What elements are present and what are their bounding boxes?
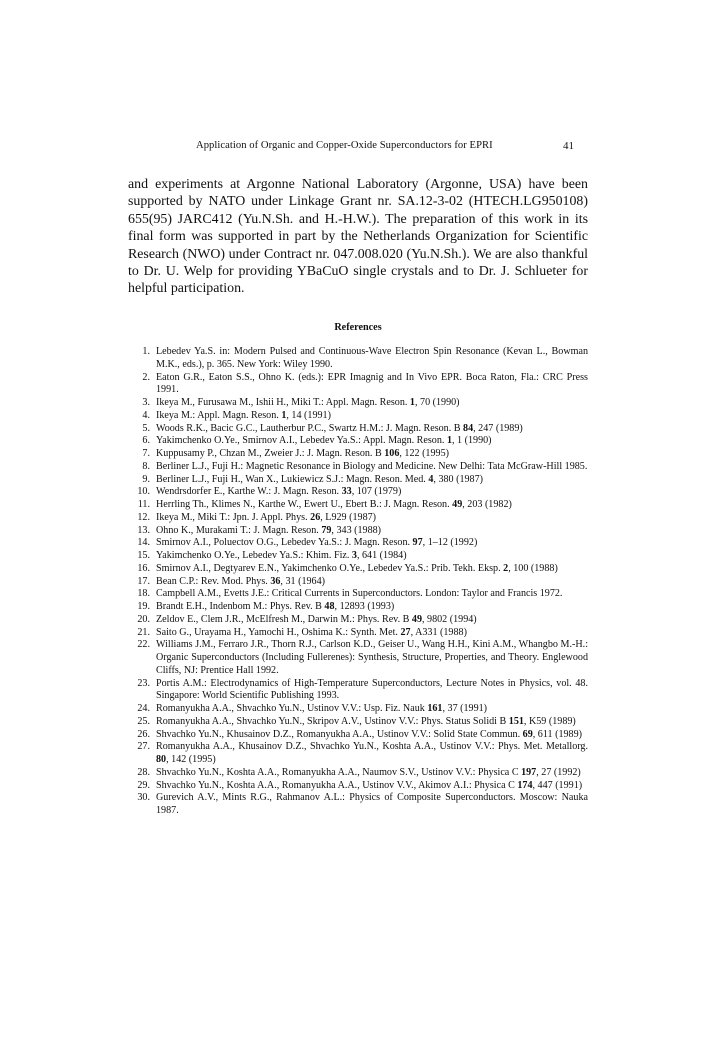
reference-pages-year: , K59 (1989) <box>523 715 576 727</box>
reference-citation: Brandt E.H., Indenbom M.: Phys. Rev. B <box>156 601 325 612</box>
reference-volume: 27 <box>400 626 411 638</box>
reference-citation: Shvachko Yu.N., Khusainov D.Z., Romanyukha A.A., Ustinov V.V.: Solid State Commun. <box>156 728 523 740</box>
reference-pages-year: , 447 (1991) <box>532 779 583 791</box>
reference-text <box>156 639 588 677</box>
reference-item <box>128 550 588 563</box>
reference-text <box>156 729 588 742</box>
reference-item <box>128 703 588 716</box>
reference-number: 15. <box>137 550 150 561</box>
reference-citation: Eaton G.R., Eaton S.S., Ohno K. (eds.): EPR Imagnig and In Vivo EPR. Boca Raton, Fla.: CRC Press 1991. <box>156 371 588 396</box>
reference-citation: Shvachko Yu.N., Koshta A.A., Romanyukha A.A., Naumov S.V., Ustinov V.V.: Physica C <box>156 766 522 778</box>
reference-number: 22. <box>137 639 150 651</box>
reference-citation: Zeldov E., Clem J.R., McElfresh M., Darwin M.: Phys. Rev. B <box>156 613 412 625</box>
reference-text <box>156 461 588 474</box>
reference-item <box>128 346 588 372</box>
reference-item <box>128 678 588 704</box>
reference-item <box>128 410 588 423</box>
reference-pages-year: , 100 (1988) <box>508 562 558 574</box>
reference-volume: 174 <box>517 779 533 791</box>
reference-item <box>128 525 588 538</box>
reference-citation: Ikeya M., Miki T.: Jpn. J. Appl. Phys. <box>156 511 311 523</box>
reference-pages-year: , 380 (1987) <box>433 473 484 485</box>
reference-number: 9. <box>142 473 150 485</box>
reference-number: 19. <box>137 601 150 612</box>
reference-text <box>156 588 588 601</box>
reference-number: 20. <box>137 613 150 625</box>
reference-item <box>128 780 588 793</box>
reference-number: 6. <box>142 435 150 447</box>
reference-text <box>156 703 588 716</box>
reference-citation: Yakimchenko O.Ye., Smirnov A.I., Lebedev Ya.S.: Appl. Magn. Reson. <box>156 435 447 447</box>
reference-citation: Lebedev Ya.S. in: Modern Pulsed and Continuous-Wave Electron Spin Resonance (Kevan L., Bowman M.K., eds.), p. 365. New York: Wiley 1990. <box>156 346 588 370</box>
reference-list <box>128 346 588 818</box>
reference-text <box>156 678 588 704</box>
reference-pages-year: , 122 (1995) <box>399 448 449 459</box>
body-text <box>128 176 588 298</box>
reference-item <box>128 792 588 818</box>
reference-volume: 84 <box>463 422 474 434</box>
reference-citation: Kuppusamy P., Chzan M., Zweier J.: J. Magn. Reson. B <box>156 448 385 459</box>
reference-citation: Woods R.K., Bacic G.C., Lautherbur P.C., Swartz H.M.: J. Magn. Reson. B <box>156 422 464 434</box>
reference-citation: Smirnov A.I., Poluectov O.G., Lebedev Ya.S.: J. Magn. Reson. <box>156 537 413 549</box>
reference-volume: 33 <box>341 486 352 498</box>
reference-text <box>156 474 588 487</box>
reference-text <box>156 792 588 818</box>
reference-pages-year: , 37 (1991) <box>442 703 488 714</box>
reference-text <box>156 346 588 372</box>
reference-volume: 97 <box>412 537 423 549</box>
reference-pages-year: , 31 (1964) <box>280 575 325 587</box>
reference-citation: Yakimchenko O.Ye., Lebedev Ya.S.: Khim. Fiz. <box>156 550 352 561</box>
reference-pages-year: , 27 (1992) <box>536 766 581 778</box>
reference-item <box>128 767 588 780</box>
reference-text <box>156 550 588 563</box>
reference-pages-year: , 107 (1979) <box>351 486 402 498</box>
reference-text <box>156 512 588 525</box>
reference-pages-year: , 247 (1989) <box>473 422 523 434</box>
reference-citation: Ikeya M., Furusawa M., Ishii H., Miki T.: Appl. Magn. Reson. <box>156 397 410 408</box>
reference-number: 7. <box>142 448 150 459</box>
reference-citation: Romanyukha A.A., Shvachko Yu.N., Ustinov V.V.: Usp. Fiz. Nauk <box>156 703 428 714</box>
reference-text <box>156 716 588 729</box>
reference-item <box>128 397 588 410</box>
reference-item <box>128 563 588 576</box>
reference-number: 29. <box>137 779 150 791</box>
reference-number: 16. <box>137 562 150 574</box>
reference-volume: 161 <box>427 703 443 714</box>
reference-number: 11. <box>137 499 150 510</box>
reference-citation: Shvachko Yu.N., Koshta A.A., Romanyukha A.A., Ustinov V.V., Akimov A.I.: Physica C <box>156 779 518 791</box>
reference-citation: Ohno K., Murakami T.: J. Magn. Reson. <box>156 524 322 536</box>
reference-citation: Romanyukha A.A., Khusainov D.Z., Shvachko Yu.N., Koshta A.A., Ustinov V.V.: Phys. Met. Metallorg. <box>156 741 588 753</box>
reference-pages-year: , 1 (1990) <box>452 435 492 447</box>
reference-text <box>156 614 588 627</box>
reference-volume: 36 <box>270 575 281 587</box>
reference-number: 12. <box>137 511 150 523</box>
reference-number: 21. <box>137 626 150 638</box>
reference-pages-year: , 1–12 (1992) <box>422 537 478 549</box>
reference-pages-year: , L929 (1987) <box>320 511 377 523</box>
reference-citation: Romanyukha A.A., Shvachko Yu.N., Skripov A.V., Ustinov V.V.: Phys. Status Solidi B <box>156 715 509 727</box>
reference-pages-year: , 203 (1982) <box>462 499 512 510</box>
reference-item <box>128 486 588 499</box>
reference-pages-year: , 142 (1995) <box>166 754 216 765</box>
reference-text <box>156 627 588 640</box>
reference-number: 25. <box>137 715 150 727</box>
reference-item <box>128 614 588 627</box>
reference-item <box>128 639 588 677</box>
reference-item <box>128 499 588 512</box>
reference-item <box>128 601 588 614</box>
reference-citation: Berliner L.J., Fuji H., Wan X., Lukiewicz S.J.: Magn. Reson. Med. <box>156 473 429 485</box>
reference-pages-year: , 9802 (1994) <box>421 613 477 625</box>
reference-citation: Campbell A.M., Evetts J.E.: Critical Currents in Superconductors. London: Taylor and Francis 1972. <box>156 588 563 600</box>
reference-volume: 1 <box>446 435 452 447</box>
reference-item <box>128 627 588 640</box>
reference-number: 27. <box>137 741 150 753</box>
reference-volume: 1 <box>409 397 415 408</box>
reference-item <box>128 423 588 436</box>
reference-text <box>156 741 588 767</box>
reference-number: 24. <box>137 703 150 714</box>
reference-citation: Ikeya M.: Appl. Magn. Reson. <box>156 409 282 421</box>
reference-volume: 26 <box>310 511 321 523</box>
reference-item <box>128 588 588 601</box>
reference-volume: 49 <box>411 613 422 625</box>
reference-number: 1. <box>142 346 150 357</box>
reference-citation: Gurevich A.V., Mints R.G., Rahmanov A.L.: Physics of Composite Superconductors. Moscow: Nauka 1987. <box>156 792 588 816</box>
reference-pages-year: , 641 (1984) <box>356 550 407 561</box>
reference-citation: Bean C.P.: Rev. Mod. Phys. <box>156 575 271 587</box>
reference-number: 13. <box>137 524 150 536</box>
reference-number: 28. <box>137 766 150 778</box>
reference-pages-year: , 70 (1990) <box>414 397 460 408</box>
reference-text <box>156 372 588 398</box>
reference-text <box>156 537 588 550</box>
reference-text <box>156 780 588 793</box>
reference-citation: Smirnov A.I., Degtyarev E.N., Yakimchenko O.Ye., Lebedev Ya.S.: Prib. Tekh. Eksp. <box>156 562 504 574</box>
reference-number: 30. <box>137 792 150 804</box>
reference-number: 18. <box>137 588 150 600</box>
reference-volume: 79 <box>321 524 332 536</box>
reference-volume: 151 <box>508 715 524 727</box>
reference-item <box>128 537 588 550</box>
reference-number: 14. <box>137 537 150 549</box>
reference-citation: Wendrsdorfer E., Karthe W.: J. Magn. Reson. <box>156 486 342 498</box>
reference-volume: 3 <box>351 550 357 561</box>
reference-number: 4. <box>142 409 150 421</box>
reference-text <box>156 435 588 448</box>
reference-text <box>156 563 588 576</box>
reference-text <box>156 486 588 499</box>
reference-citation: Herrling Th., Klimes N., Karthe W., Ewert U., Ebert B.: J. Magn. Reson. <box>156 499 453 510</box>
reference-volume: 48 <box>324 601 335 612</box>
reference-text <box>156 423 588 436</box>
reference-item <box>128 729 588 742</box>
reference-number: 17. <box>137 575 150 587</box>
reference-volume: 1 <box>281 409 287 421</box>
reference-number: 10. <box>137 486 150 498</box>
reference-citation: Berliner L.J., Fuji H.: Magnetic Resonance in Biology and Medicine. New Delhi: Tata McGraw-Hill 1985. <box>156 460 588 472</box>
reference-text <box>156 448 588 461</box>
reference-volume: 2 <box>503 562 509 574</box>
reference-volume: 69 <box>522 728 533 740</box>
reference-pages-year: , 12893 (1993) <box>334 601 395 612</box>
reference-text <box>156 601 588 614</box>
reference-volume: 106 <box>384 448 400 459</box>
reference-pages-year: , 611 (1989) <box>532 728 582 740</box>
reference-item <box>128 741 588 767</box>
reference-item <box>128 474 588 487</box>
reference-volume: 4 <box>428 473 434 485</box>
reference-text <box>156 767 588 780</box>
reference-number: 3. <box>142 397 150 408</box>
reference-number: 23. <box>137 677 150 689</box>
acknowledgement-paragraph: and experiments at Argonne National Laboratory (Argonne, USA) have been supported by NATO under Linkage Grant nr. SA.12-3-02 (HTECH.LG950108) 655(95) JARC412 (Yu.N.Sh. and H.-H.W.). The preparation of this work in its final form was supported in part by the Netherlands Organization for Scientific Research (NWO) under Contract nr. 047.008.020 (Yu.N.Sh.). We are also thankful to Dr. U. Welp for providing YBaCuO single crystals and to Dr. J. Schlueter for helpful participation. <box>128 177 588 297</box>
page-number: 41 <box>563 140 574 152</box>
reference-pages-year: , A331 (1988) <box>410 626 467 638</box>
reference-number: 5. <box>142 422 150 434</box>
reference-text <box>156 397 588 410</box>
reference-pages-year: , 14 (1991) <box>286 409 331 421</box>
reference-item <box>128 576 588 589</box>
reference-item <box>128 448 588 461</box>
reference-volume: 80 <box>156 754 167 765</box>
reference-text <box>156 410 588 423</box>
reference-volume: 49 <box>452 499 463 510</box>
reference-item <box>128 435 588 448</box>
reference-number: 26. <box>137 728 150 740</box>
reference-text <box>156 525 588 538</box>
reference-text <box>156 499 588 512</box>
reference-citation: Portis A.M.: Electrodynamics of High-Temperature Superconductors, Lecture Notes in Physics, vol. 48. Singapore: World Scientific Publishing 1993. <box>156 677 588 702</box>
reference-item <box>128 372 588 398</box>
reference-pages-year: , 343 (1988) <box>331 524 382 536</box>
reference-item <box>128 716 588 729</box>
reference-number: 8. <box>142 460 150 472</box>
reference-number: 2. <box>142 371 150 383</box>
reference-item <box>128 461 588 474</box>
reference-citation: Williams J.M., Ferraro J.R., Thorn R.J., Carlson K.D., Geiser U., Wang H.H., Kini A.M., Whangbo M.-H.: Organic Superconductors (Including Fullerenes): Synthesis, Structure, Properties, and Theory. Englewood Cliffs, NJ: Prentice Hall 1992. <box>156 639 588 676</box>
reference-citation: Saito G., Urayama H., Yamochi H., Oshima K.: Synth. Met. <box>156 626 401 638</box>
running-header: Application of Organic and Copper-Oxide Superconductors for EPRI <box>196 140 493 151</box>
reference-item <box>128 512 588 525</box>
references-heading: References <box>334 322 382 333</box>
reference-volume: 197 <box>521 766 537 778</box>
reference-text <box>156 576 588 589</box>
